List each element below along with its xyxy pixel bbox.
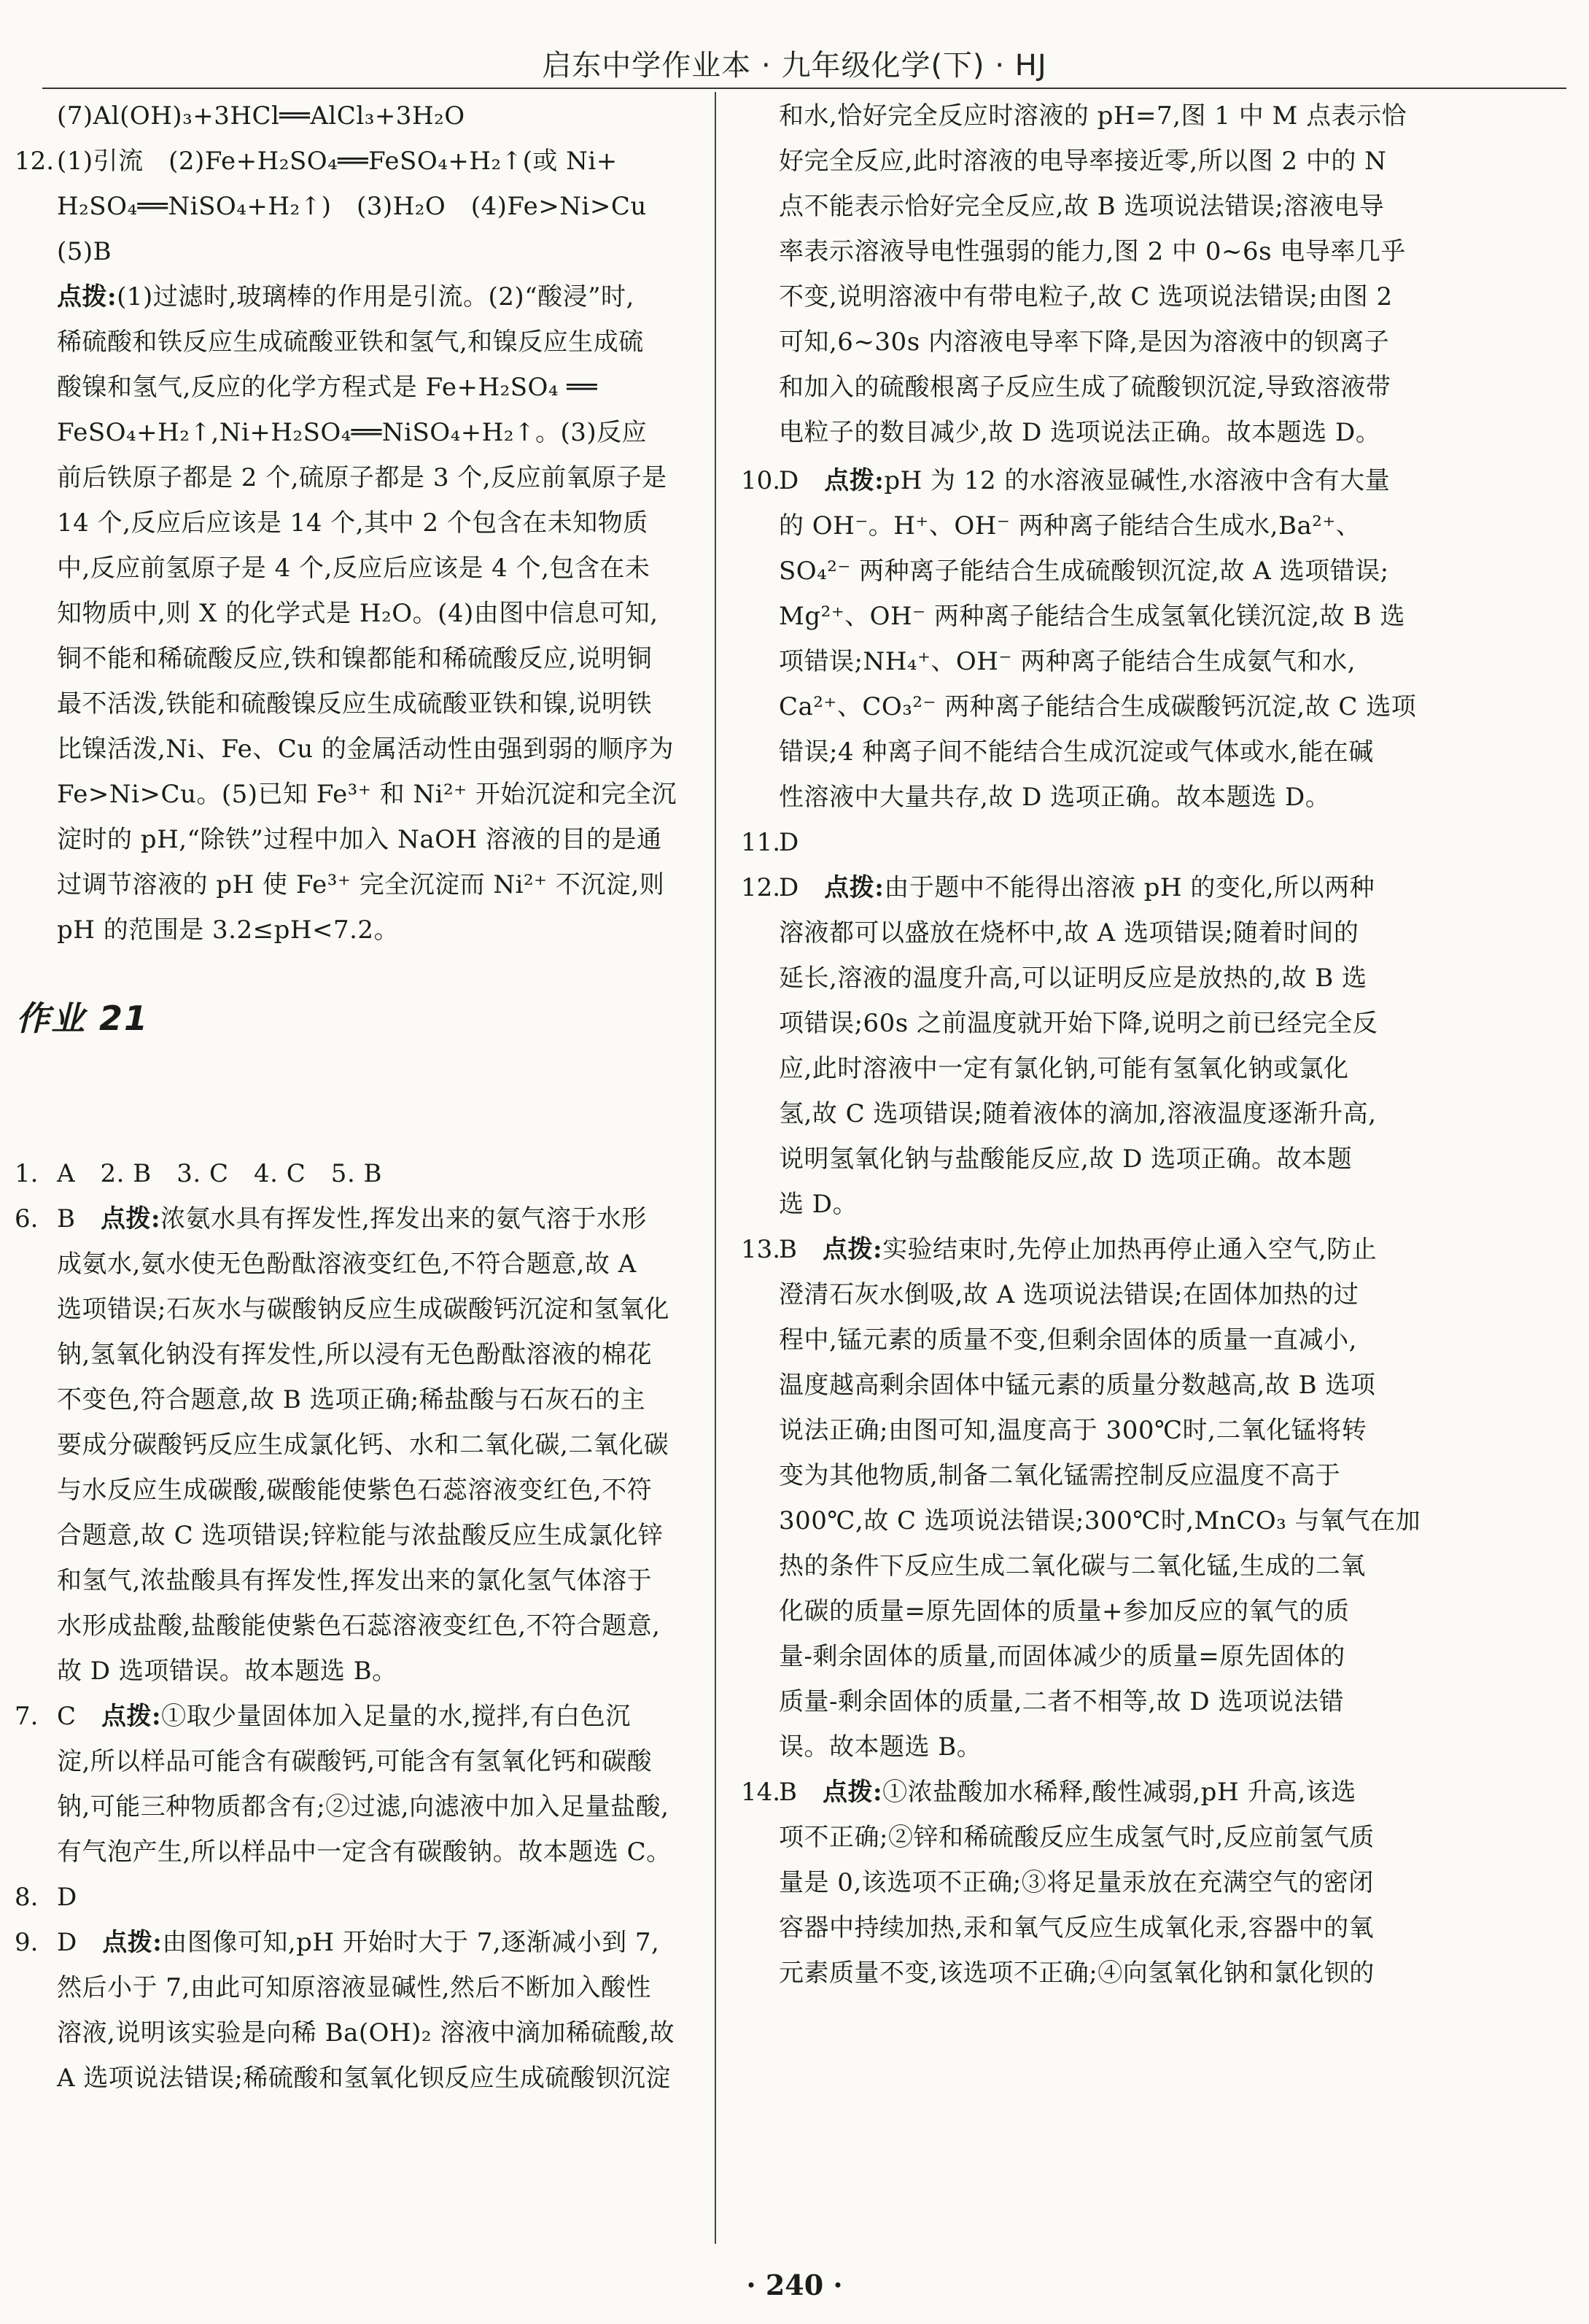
hint-label: 点拨: xyxy=(101,1702,162,1731)
column-divider xyxy=(715,92,716,2244)
text-line: 不变,说明溶液中有带电粒子,故 C 选项说法错误;由图 2 xyxy=(779,282,1393,311)
text-line: 知物质中,则 X 的化学式是 H₂O。(4)由图中信息可知, xyxy=(57,599,658,628)
text-line: 质量-剩余固体的质量,二者不相等,故 D 选项说法错 xyxy=(779,1687,1344,1716)
text-line: 和加入的硫酸根离子反应生成了硫酸钡沉淀,导致溶液带 xyxy=(779,373,1391,402)
text-line: 项错误;60s 之前温度就开始下降,说明之前已经完全反 xyxy=(779,1009,1378,1038)
text-line: 说明氢氧化钠与盐酸能反应,故 D 选项正确。故本题 xyxy=(779,1144,1353,1174)
text-line: 中,反应前氢原子是 4 个,反应后应该是 4 个,包含在未 xyxy=(57,554,650,583)
text-line: C 点拨:①取少量固体加入足量的水,搅拌,有白色沉 xyxy=(57,1702,631,1731)
text-line: 要成分碳酸钙反应生成氯化钙、水和二氧化碳,二氧化碳 xyxy=(57,1430,669,1460)
text-line: 氢,故 C 选项错误;随着液体的滴加,溶液温度逐渐升高, xyxy=(779,1099,1377,1128)
text-line: 性溶液中大量共存,故 D 选项正确。故本题选 D。 xyxy=(779,783,1331,812)
section-title: 作业 21 xyxy=(16,999,149,1038)
text-line: D 点拨:由于题中不能得出溶液 pH 的变化,所以两种 xyxy=(779,873,1375,902)
text-line: 项错误;NH₄⁺、OH⁻ 两种离子能结合生成氨气和水, xyxy=(779,647,1356,676)
text-line: 元素质量不变,该选项不正确;④向氢氧化钠和氯化钡的 xyxy=(779,1959,1375,1988)
text-line: 钠,可能三种物质都含有;②过滤,向滤液中加入足量盐酸, xyxy=(57,1792,669,1821)
text-line: (5)B xyxy=(57,237,112,266)
text-line: D 点拨:由图像可知,pH 开始时大于 7,逐渐减小到 7, xyxy=(57,1928,660,1957)
text-line: 率表示溶液导电性强弱的能力,图 2 中 0~6s 电导率几乎 xyxy=(779,237,1406,266)
text-line: Ca²⁺、CO₃²⁻ 两种离子能结合生成碳酸钙沉淀,故 C 选项 xyxy=(779,692,1417,721)
text-line: 选 D。 xyxy=(779,1190,858,1219)
text-line: 错误;4 种离子间不能结合生成沉淀或气体或水,能在碱 xyxy=(779,737,1374,767)
text-line: 应,此时溶液中一定有氯化钠,可能有氢氧化钠或氯化 xyxy=(779,1054,1349,1083)
text-line: 可知,6~30s 内溶液电导率下降,是因为溶液中的钡离子 xyxy=(779,328,1390,357)
text-line: D 点拨:pH 为 12 的水溶液显碱性,水溶液中含有大量 xyxy=(779,466,1391,495)
hint-label: 点拨: xyxy=(102,1928,163,1957)
text-line: 300℃,故 C 选项说法错误;300℃时,MnCO₃ 与氧气在加 xyxy=(779,1506,1421,1535)
text-line: 温度越高剩余固体中锰元素的质量分数越高,故 B 选项 xyxy=(779,1371,1376,1400)
header-rule xyxy=(42,88,1566,89)
hint-label: 点拨: xyxy=(824,873,885,902)
text-line: 最不活泼,铁能和硫酸镍反应生成硫酸亚铁和镍,说明铁 xyxy=(57,689,653,718)
text-line: pH 的范围是 3.2≤pH<7.2。 xyxy=(57,915,400,945)
item-number: 1. xyxy=(15,1159,39,1188)
text-line: 澄清石灰水倒吸,故 A 选项说法错误;在固体加热的过 xyxy=(779,1280,1359,1309)
item-number: 12. xyxy=(741,873,781,902)
text-line: 热的条件下反应生成二氧化碳与二氧化锰,生成的二氧 xyxy=(779,1552,1366,1581)
item-number: 8. xyxy=(15,1883,39,1912)
item-number: 13. xyxy=(741,1235,781,1264)
text-line: 溶液都可以盛放在烧杯中,故 A 选项错误;随着时间的 xyxy=(779,918,1359,948)
hint-label: 点拨: xyxy=(823,1778,883,1807)
text-line: 选项错误;石灰水与碳酸钠反应生成碳酸钙沉淀和氢氧化 xyxy=(57,1295,669,1324)
text-line: 量是 0,该选项不正确;③将足量汞放在充满空气的密闭 xyxy=(779,1868,1374,1897)
text-line: 14 个,反应后应该是 14 个,其中 2 个包含在未知物质 xyxy=(57,508,648,538)
hint-label: 点拨: xyxy=(101,1204,161,1233)
hint-label: 点拨: xyxy=(57,282,117,311)
text-line: 不变色,符合题意,故 B 选项正确;稀盐酸与石灰石的主 xyxy=(57,1385,646,1414)
text-line: B 点拨:①浓盐酸加水稀释,酸性减弱,pH 升高,该选 xyxy=(779,1778,1356,1807)
text-line: 故 D 选项错误。故本题选 B。 xyxy=(57,1657,397,1686)
item-number: 7. xyxy=(15,1702,39,1731)
text-line: 有气泡产生,所以样品中一定含有碳酸钠。故本题选 C。 xyxy=(57,1837,672,1867)
item-number: 6. xyxy=(15,1204,39,1233)
text-line: 溶液,说明该实验是向稀 Ba(OH)₂ 溶液中滴加稀硫酸,故 xyxy=(57,2018,675,2048)
item-number: 11. xyxy=(741,828,781,857)
text-line: 和水,恰好完全反应时溶液的 pH=7,图 1 中 M 点表示恰 xyxy=(779,101,1407,131)
page-header: 启东中学作业本 · 九年级化学(下) · HJ xyxy=(542,49,1047,82)
text-line: H₂SO₄══NiSO₄+H₂↑) (3)H₂O (4)Fe>Ni>Cu xyxy=(57,192,647,221)
text-line: 好完全反应,此时溶液的电导率接近零,所以图 2 中的 N xyxy=(779,147,1387,176)
text-line: Fe>Ni>Cu。(5)已知 Fe³⁺ 和 Ni²⁺ 开始沉淀和完全沉 xyxy=(57,780,677,809)
text-line: FeSO₄+H₂↑,Ni+H₂SO₄══NiSO₄+H₂↑。(3)反应 xyxy=(57,418,648,447)
text-line: 的 OH⁻。H⁺、OH⁻ 两种离子能结合生成水,Ba²⁺、 xyxy=(779,511,1361,541)
text-line: 点不能表示恰好完全反应,故 B 选项说法错误;溶液电导 xyxy=(779,192,1385,221)
text-line: B 点拨:浓氨水具有挥发性,挥发出来的氨气溶于水形 xyxy=(57,1204,647,1233)
text-line: 比镍活泼,Ni、Fe、Cu 的金属活动性由强到弱的顺序为 xyxy=(57,735,675,764)
item-number: 14. xyxy=(741,1778,781,1807)
text-line: 铜不能和稀硫酸反应,铁和镍都能和稀硫酸反应,说明铜 xyxy=(57,644,653,673)
text-line: 和氢气,浓盐酸具有挥发性,挥发出来的氯化氢气体溶于 xyxy=(57,1566,653,1595)
text-line: 然后小于 7,由此可知原溶液显碱性,然后不断加入酸性 xyxy=(57,1973,652,2002)
text-line: 与水反应生成碳酸,碳酸能使紫色石蕊溶液变红色,不符 xyxy=(57,1476,653,1505)
text-line: 水形成盐酸,盐酸能使紫色石蕊溶液变红色,不符合题意, xyxy=(57,1611,661,1641)
text-line: 说法正确;由图可知,温度高于 300℃时,二氧化锰将转 xyxy=(779,1416,1367,1445)
text-line: B 点拨:实验结束时,先停止加热再停止通入空气,防止 xyxy=(779,1235,1378,1264)
text-line: 钠,氢氧化钠没有挥发性,所以浸有无色酚酞溶液的棉花 xyxy=(57,1340,653,1369)
text-line: 电粒子的数目减少,故 D 选项说法正确。故本题选 D。 xyxy=(779,418,1381,447)
page-number: · 240 · xyxy=(746,2269,843,2301)
hint-label: 点拨: xyxy=(824,466,885,495)
text-line: D xyxy=(57,1883,77,1912)
text-line: 前后铁原子都是 2 个,硫原子都是 3 个,反应前氧原子是 xyxy=(57,463,667,492)
text-line: 延长,溶液的温度升高,可以证明反应是放热的,故 B 选 xyxy=(779,964,1367,993)
text-line: 点拨:(1)过滤时,玻璃棒的作用是引流。(2)“酸浸”时, xyxy=(57,282,634,311)
text-line: 量-剩余固体的质量,而固体减少的质量=原先固体的 xyxy=(779,1642,1345,1671)
text-line: 变为其他物质,制备二氧化锰需控制反应温度不高于 xyxy=(779,1461,1341,1490)
text-line: 程中,锰元素的质量不变,但剩余固体的质量一直减小, xyxy=(779,1325,1357,1355)
text-line: 容器中持续加热,汞和氧气反应生成氧化汞,容器中的氧 xyxy=(779,1913,1375,1943)
item-number: 10. xyxy=(741,466,781,495)
text-line: Mg²⁺、OH⁻ 两种离子能结合生成氢氧化镁沉淀,故 B 选 xyxy=(779,602,1405,631)
text-line: 成氨水,氨水使无色酚酞溶液变红色,不符合题意,故 A xyxy=(57,1250,637,1279)
text-line: A 选项说法错误;稀硫酸和氢氧化钡反应生成硫酸钡沉淀 xyxy=(57,2064,671,2093)
text-line: (7)Al(OH)₃+3HCl══AlCl₃+3H₂O xyxy=(57,101,465,131)
text-line: 淀,所以样品可能含有碳酸钙,可能含有氢氧化钙和碳酸 xyxy=(57,1747,653,1776)
text-line: 稀硫酸和铁反应生成硫酸亚铁和氢气,和镍反应生成硫 xyxy=(57,328,644,357)
text-line: 过调节溶液的 pH 使 Fe³⁺ 完全沉淀而 Ni²⁺ 不沉淀,则 xyxy=(57,870,665,899)
text-line: 酸镍和氢气,反应的化学方程式是 Fe+H₂SO₄ ══ xyxy=(57,373,598,402)
text-line: SO₄²⁻ 两种离子能结合生成硫酸钡沉淀,故 A 选项错误; xyxy=(779,557,1389,586)
item-number: 9. xyxy=(15,1928,39,1957)
hint-label: 点拨: xyxy=(823,1235,883,1264)
text-line: 误。故本题选 B。 xyxy=(779,1732,982,1762)
text-line: 合题意,故 C 选项错误;锌粒能与浓盐酸反应生成氯化锌 xyxy=(57,1521,664,1550)
text-line: 项不正确;②锌和稀硫酸反应生成氢气时,反应前氢气质 xyxy=(779,1823,1375,1852)
text-line: D xyxy=(779,828,799,857)
text-line: 淀时的 pH,“除铁”过程中加入 NaOH 溶液的目的是通 xyxy=(57,825,662,854)
text-line: A 2. B 3. C 4. C 5. B xyxy=(57,1159,383,1188)
item-number: 12. xyxy=(15,147,55,176)
text-line: 化碳的质量=原先固体的质量+参加反应的氧气的质 xyxy=(779,1597,1350,1626)
text-line: (1)引流 (2)Fe+H₂SO₄══FeSO₄+H₂↑(或 Ni+ xyxy=(57,147,618,176)
